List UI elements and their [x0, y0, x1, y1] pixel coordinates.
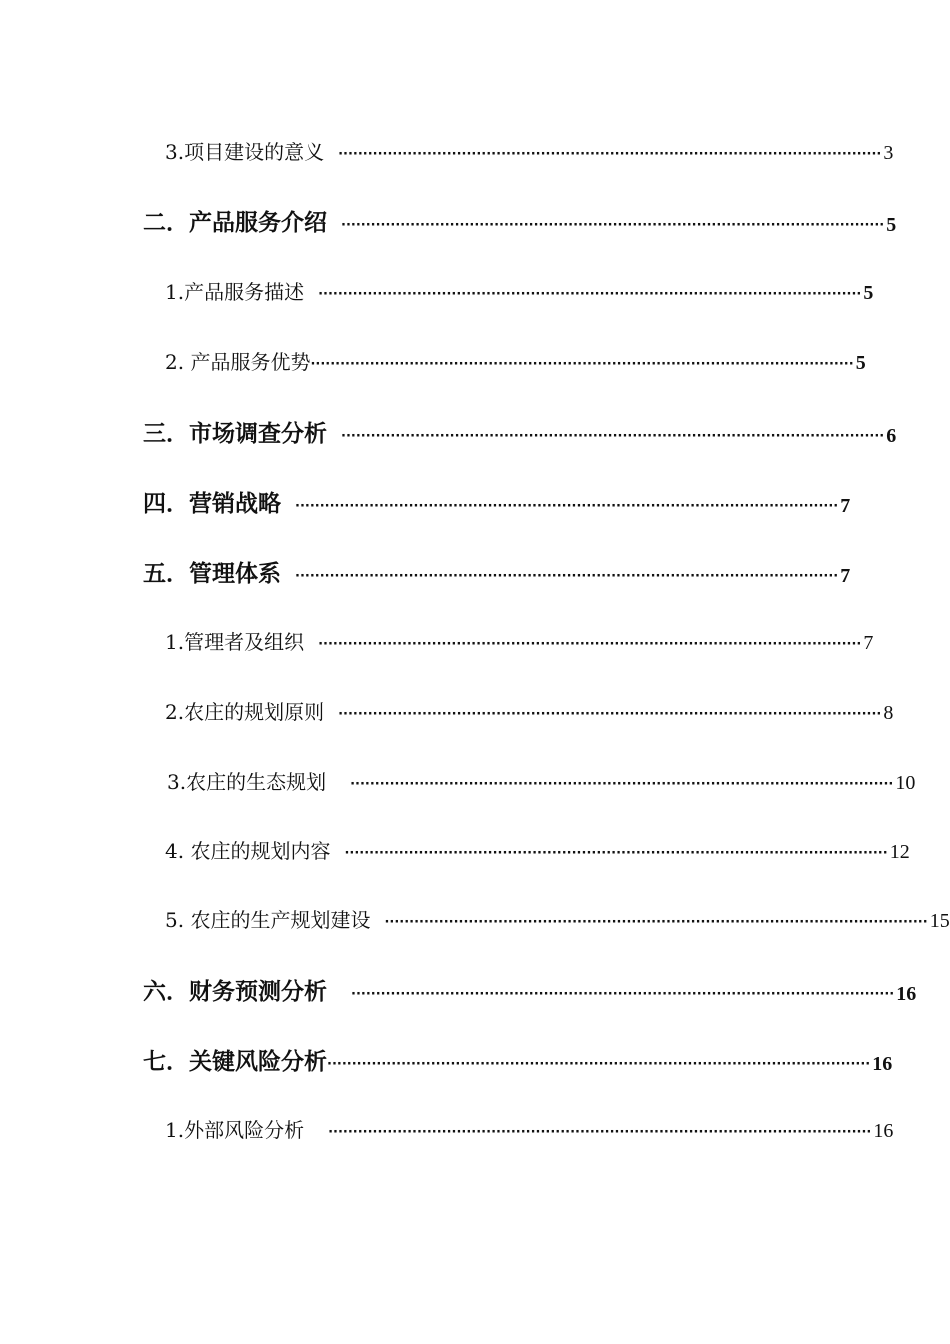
toc-entry[interactable]	[165, 276, 874, 305]
toc-dot-leader: ··············································································································	[341, 429, 885, 444]
toc-entry[interactable]	[165, 136, 894, 165]
toc-dot-leader: ··············································································································	[351, 987, 895, 1002]
toc-dot-leader: ··············································································································	[327, 1057, 871, 1072]
toc-dot-leader: ··············································································································	[318, 637, 862, 652]
toc-dot-leader: ··············································································································	[341, 218, 885, 233]
toc-entry-page: 16	[873, 1120, 894, 1142]
toc-entry-title: 1.产品服务描述	[165, 280, 305, 304]
toc-entry-title: 1.管理者及组织	[165, 630, 305, 654]
toc-entry-page: 5	[855, 352, 866, 374]
toc-entry[interactable]	[165, 835, 910, 864]
toc-entry-title: 5. 农庄的生产规划建设	[165, 908, 371, 932]
toc-entry-page: 7	[863, 632, 874, 654]
toc-entry-title: 四．营销战略	[143, 490, 281, 517]
toc-dot-leader: ··············································································································	[318, 287, 862, 302]
toc-entry-title: 七．关键风险分析	[143, 1048, 327, 1075]
toc-entry[interactable]	[143, 1043, 893, 1076]
toc-entry-title: 1.外部风险分析	[165, 1118, 305, 1142]
toc-entry-page: 5	[886, 214, 897, 236]
toc-entry-page: 6	[886, 425, 897, 447]
toc-entry[interactable]	[165, 346, 866, 375]
toc-dot-leader: ··············································································································	[328, 1125, 872, 1140]
toc-dot-leader: ··············································································································	[384, 915, 928, 930]
toc-entry-page: 16	[872, 1053, 893, 1075]
toc-entry-page: 7	[840, 565, 851, 587]
toc-entry[interactable]	[165, 626, 874, 655]
toc-entry-title: 五．管理体系	[143, 560, 281, 587]
toc-entry[interactable]	[143, 485, 851, 518]
toc-entry[interactable]	[143, 415, 897, 448]
toc-entry-title: 3.农庄的生态规划	[167, 770, 327, 794]
toc-entry-title: 4. 农庄的规划内容	[165, 839, 331, 863]
toc-entry[interactable]	[165, 696, 894, 725]
toc-entry[interactable]	[143, 973, 917, 1006]
toc-entry-page: 3	[883, 142, 894, 164]
toc-entry-title: 2.农庄的规划原则	[165, 700, 325, 724]
toc-dot-leader: ··············································································································	[295, 499, 839, 514]
toc-entry-page: 7	[840, 495, 851, 517]
toc-entry-page: 16	[896, 983, 917, 1005]
toc-entry-title: 二．产品服务介绍	[143, 209, 327, 236]
toc-entry-page: 5	[863, 282, 874, 304]
toc-entry-title: 六．财务预测分析	[143, 978, 327, 1005]
toc-entry-title: 2. 产品服务优势	[165, 350, 311, 374]
toc-dot-leader: ··············································································································	[295, 569, 839, 584]
toc-entry-page: 15	[929, 910, 950, 932]
toc-entry[interactable]	[167, 766, 916, 795]
toc-entry-title: 三．市场调查分析	[143, 420, 327, 447]
toc-entry-title: 3.项目建设的意义	[165, 140, 325, 164]
toc-entry[interactable]	[165, 1114, 894, 1143]
toc-entry[interactable]	[143, 204, 897, 237]
toc-entry-page: 12	[889, 841, 910, 863]
toc-dot-leader: ··············································································································	[338, 147, 882, 162]
toc-dot-leader: ··············································································································	[310, 357, 854, 372]
toc-dot-leader: ··············································································································	[350, 777, 894, 792]
toc-entry[interactable]	[165, 904, 950, 933]
toc-entry-page: 8	[883, 702, 894, 724]
toc-dot-leader: ··············································································································	[338, 707, 882, 722]
toc-dot-leader: ··············································································································	[344, 846, 888, 861]
toc-entry[interactable]	[143, 555, 851, 588]
toc-entry-page: 10	[895, 772, 916, 794]
